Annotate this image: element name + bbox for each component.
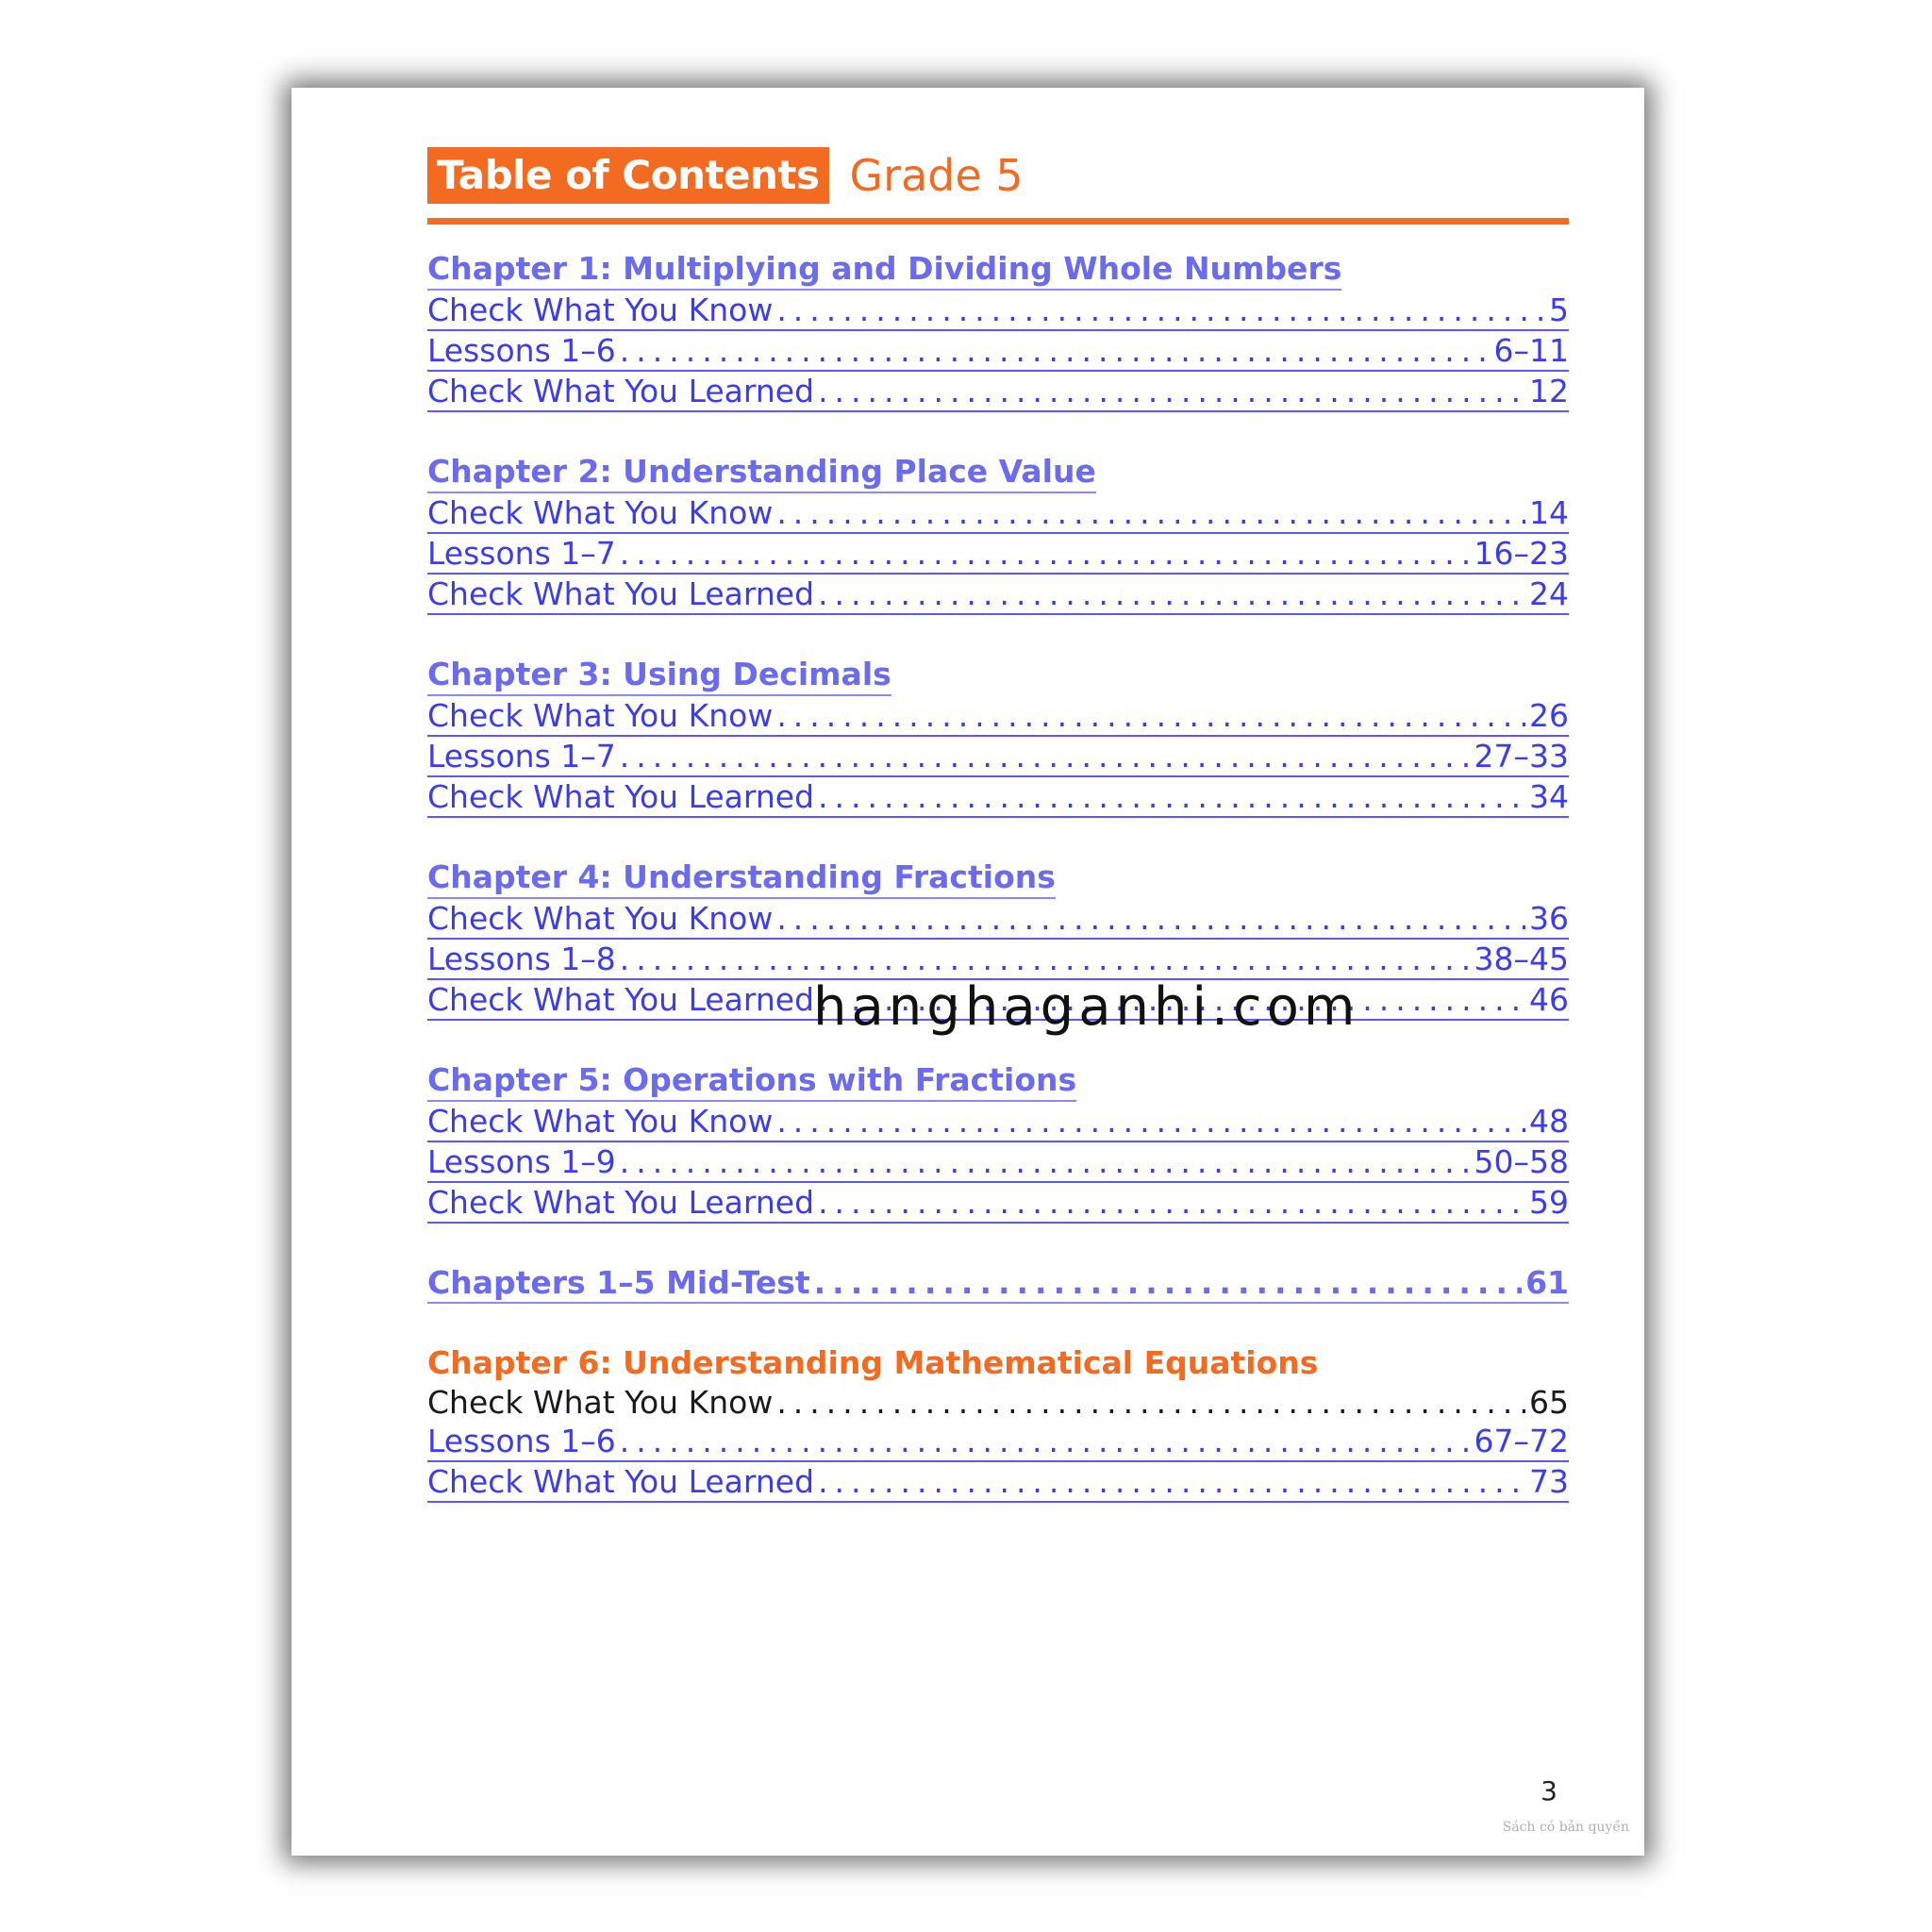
entry-label: Check What You Know <box>427 494 774 531</box>
entry-label: Check What You Know <box>427 291 774 328</box>
leader-dots <box>818 1183 1525 1222</box>
entry-page: 73 <box>1529 1463 1569 1500</box>
entry-label: Lessons 1–6 <box>427 332 616 369</box>
toc-entry[interactable] <box>427 1462 1569 1503</box>
leader-dots <box>620 331 1491 370</box>
entry-label: Lessons 1–7 <box>427 738 616 774</box>
entry-label: Check What You Learned <box>427 373 815 409</box>
leader-dots <box>818 777 1525 816</box>
chapter-section <box>427 1343 1569 1503</box>
entry-label: Check What You Know <box>427 1103 774 1140</box>
leader-dots <box>776 696 1525 735</box>
toc-entry[interactable] <box>427 1142 1569 1183</box>
entry-page: 65 <box>1529 1384 1569 1421</box>
chapter-heading-current: Chapter 6: Understanding Mathematical Equations <box>427 1344 1319 1381</box>
toc-entry[interactable] <box>427 696 1569 737</box>
leader-dots <box>776 1383 1525 1422</box>
entry-page: 67–72 <box>1474 1423 1569 1459</box>
leader-dots <box>818 372 1525 410</box>
toc-entry[interactable] <box>427 940 1569 980</box>
entry-label: Lessons 1–6 <box>427 1423 616 1459</box>
toc-entry[interactable] <box>427 372 1569 412</box>
header-rule <box>427 218 1569 225</box>
entry-label: Check What You Learned <box>427 1184 815 1221</box>
entry-label: Check What You Learned <box>427 778 815 815</box>
entry-page: 26 <box>1529 697 1569 734</box>
midtest-section <box>427 1263 1569 1304</box>
toc-entry[interactable] <box>427 1422 1569 1462</box>
entry-label: Lessons 1–7 <box>427 535 616 572</box>
entry-page: 59 <box>1529 1184 1569 1221</box>
entry-label: Lessons 1–8 <box>427 941 616 977</box>
entry-label: Chapters 1–5 Mid-Test <box>427 1264 810 1301</box>
book-page <box>291 88 1644 1856</box>
chapter-link[interactable]: Chapter 3: Using Decimals <box>427 655 891 696</box>
chapter-section <box>427 452 1569 615</box>
toc-content <box>427 144 1569 1503</box>
toc-entry[interactable] <box>427 291 1569 331</box>
toc-title: Table of Contents <box>427 147 829 204</box>
entry-label: Check What You Learned <box>427 981 815 1018</box>
chapter-section <box>427 655 1569 818</box>
entry-label: Check What You Know <box>427 900 774 937</box>
grade-label: Grade 5 <box>849 150 1024 201</box>
entry-page: 50–58 <box>1474 1143 1569 1180</box>
toc-entry[interactable] <box>427 493 1569 534</box>
toc-entry[interactable] <box>427 737 1569 777</box>
chapter-section <box>427 249 1569 412</box>
entry-page: 48 <box>1529 1103 1569 1140</box>
leader-dots <box>620 1422 1471 1460</box>
page-number: 3 <box>1541 1775 1557 1807</box>
leader-dots <box>620 940 1471 978</box>
midtest-entry[interactable] <box>427 1263 1569 1304</box>
toc-entry[interactable] <box>427 534 1569 575</box>
chapter-link[interactable]: Chapter 1: Multiplying and Dividing Whole Numbers <box>427 249 1341 291</box>
entry-page: 46 <box>1529 981 1569 1018</box>
leader-dots <box>620 1142 1471 1181</box>
toc-entry[interactable] <box>427 1102 1569 1142</box>
chapter-link[interactable]: Chapter 4: Understanding Fractions <box>427 858 1056 899</box>
entry-page: 38–45 <box>1474 941 1569 977</box>
toc-entry[interactable] <box>427 331 1569 372</box>
entry-label: Lessons 1–9 <box>427 1143 616 1180</box>
entry-page: 34 <box>1529 778 1569 815</box>
leader-dots <box>620 737 1471 775</box>
entry-label: Check What You Learned <box>427 1463 815 1500</box>
toc-entry[interactable] <box>427 777 1569 818</box>
toc-entry[interactable] <box>427 1183 1569 1224</box>
entry-page: 12 <box>1529 373 1569 409</box>
entry-page: 14 <box>1529 494 1569 531</box>
leader-dots <box>776 291 1545 329</box>
chapter-link[interactable]: Chapter 5: Operations with Fractions <box>427 1060 1076 1102</box>
entry-page: 61 <box>1525 1264 1569 1301</box>
leader-dots <box>776 493 1525 532</box>
leader-dots <box>814 1263 1522 1302</box>
copyright-note: Sách có bản quyền <box>1502 1820 1629 1835</box>
leader-dots <box>818 575 1525 613</box>
entry-page: 27–33 <box>1474 738 1569 774</box>
toc-entry[interactable] <box>427 899 1569 940</box>
leader-dots <box>776 899 1525 938</box>
leader-dots <box>818 1462 1525 1501</box>
entry-page: 5 <box>1549 291 1569 328</box>
toc-entry <box>427 1383 1569 1422</box>
chapter-link[interactable]: Chapter 2: Understanding Place Value <box>427 452 1096 493</box>
entry-page: 16–23 <box>1474 535 1569 572</box>
watermark-text: hanghaganhi.com <box>813 976 1360 1038</box>
entry-page: 6–11 <box>1493 332 1569 369</box>
entry-page: 36 <box>1529 900 1569 937</box>
toc-header <box>427 144 1569 207</box>
entry-page: 24 <box>1529 575 1569 612</box>
entry-label: Check What You Know <box>427 1384 774 1421</box>
leader-dots <box>620 534 1471 573</box>
toc-entry[interactable] <box>427 575 1569 615</box>
leader-dots <box>776 1102 1525 1141</box>
entry-label: Check What You Know <box>427 697 774 734</box>
chapter-section <box>427 1060 1569 1224</box>
entry-label: Check What You Learned <box>427 575 815 612</box>
